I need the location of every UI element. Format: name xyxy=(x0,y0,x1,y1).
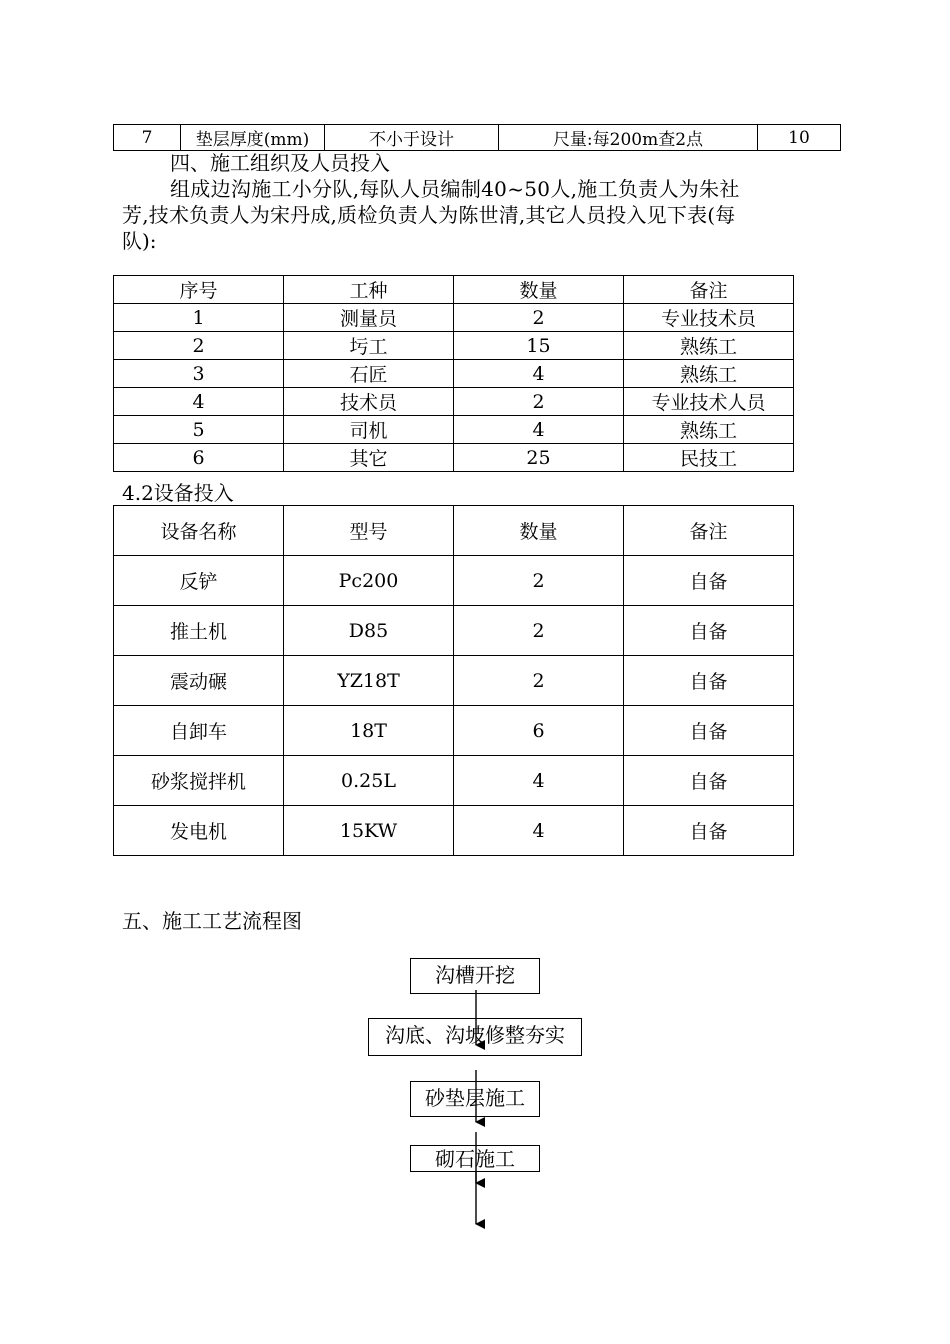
header-cell: 备注 xyxy=(624,506,794,556)
table-cell: 2 xyxy=(454,556,624,606)
table-cell: 2 xyxy=(454,606,624,656)
table-cell: 15 xyxy=(454,332,624,360)
table-cell: 2 xyxy=(454,304,624,332)
table-cell: 技术员 xyxy=(284,388,454,416)
table-cell: 2 xyxy=(114,332,284,360)
table-cell: 专业技术人员 xyxy=(624,388,794,416)
table-cell: 0.25L xyxy=(284,756,454,806)
table-cell: 自备 xyxy=(624,756,794,806)
requirement: 不小于设计 xyxy=(325,125,499,151)
header-cell: 工种 xyxy=(284,276,454,304)
header-cell: 序号 xyxy=(114,276,284,304)
table-cell: 圬工 xyxy=(284,332,454,360)
table-cell: 熟练工 xyxy=(624,360,794,388)
table-cell: 4 xyxy=(114,388,284,416)
table-cell: 2 xyxy=(454,656,624,706)
header-cell: 备注 xyxy=(624,276,794,304)
table-cell: 熟练工 xyxy=(624,332,794,360)
table-cell: 砂浆搅拌机 xyxy=(114,756,284,806)
table-cell: 反铲 xyxy=(114,556,284,606)
section4-para-line1: 组成边沟施工小分队,每队人员编制40~50人,施工负责人为朱社 xyxy=(170,177,740,201)
table-cell: 司机 xyxy=(284,416,454,444)
table-cell: 自卸车 xyxy=(114,706,284,756)
header-cell: 数量 xyxy=(454,506,624,556)
table-cell: 发电机 xyxy=(114,806,284,856)
table-cell: 自备 xyxy=(624,556,794,606)
table-cell: 4 xyxy=(454,806,624,856)
table-cell: 2 xyxy=(454,388,624,416)
table-cell: 4 xyxy=(454,360,624,388)
check-item: 垫层厚度(mm) xyxy=(181,125,325,151)
table-cell: 推土机 xyxy=(114,606,284,656)
equipment-heading: 4.2设备投入 xyxy=(122,481,234,505)
header-cell: 设备名称 xyxy=(114,506,284,556)
table-cell: 3 xyxy=(114,360,284,388)
section4-heading: 四、施工组织及人员投入 xyxy=(170,151,390,175)
header-cell: 数量 xyxy=(454,276,624,304)
table-cell: 1 xyxy=(114,304,284,332)
check-method: 尺量:每200m查2点 xyxy=(499,125,758,151)
section4-para-line3: 队): xyxy=(122,229,157,253)
table-cell: 自备 xyxy=(624,656,794,706)
table-cell: 6 xyxy=(454,706,624,756)
table-cell: 震动碾 xyxy=(114,656,284,706)
table-cell: 测量员 xyxy=(284,304,454,332)
row-number: 7 xyxy=(114,125,181,151)
header-cell: 型号 xyxy=(284,506,454,556)
table-cell: 石匠 xyxy=(284,360,454,388)
table-cell: 自备 xyxy=(624,806,794,856)
flow-step-masonry: 砌石施工 xyxy=(410,1145,540,1172)
table-cell: 民技工 xyxy=(624,444,794,472)
table-cell: 专业技术员 xyxy=(624,304,794,332)
table-cell: YZ18T xyxy=(284,656,454,706)
table-cell: 4 xyxy=(454,756,624,806)
section4-para-line2: 芳,技术负责人为宋丹成,质检负责人为陈世清,其它人员投入见下表(每 xyxy=(122,203,736,227)
table-cell: 15KW xyxy=(284,806,454,856)
flow-step-sand-cushion: 砂垫层施工 xyxy=(410,1081,540,1117)
flow-step-trim-compact: 沟底、沟坡修整夯实 xyxy=(368,1018,582,1056)
table-cell: 6 xyxy=(114,444,284,472)
table-cell: 18T xyxy=(284,706,454,756)
table-cell: 自备 xyxy=(624,706,794,756)
table-cell: D85 xyxy=(284,606,454,656)
section5-heading: 五、施工工艺流程图 xyxy=(122,909,302,933)
table-cell: 自备 xyxy=(624,606,794,656)
flow-step-trench-excavation: 沟槽开挖 xyxy=(410,958,540,994)
table-cell: 25 xyxy=(454,444,624,472)
table-cell: Pc200 xyxy=(284,556,454,606)
score: 10 xyxy=(758,125,841,151)
table-cell: 4 xyxy=(454,416,624,444)
table-cell: 其它 xyxy=(284,444,454,472)
table-cell: 5 xyxy=(114,416,284,444)
table-cell: 熟练工 xyxy=(624,416,794,444)
